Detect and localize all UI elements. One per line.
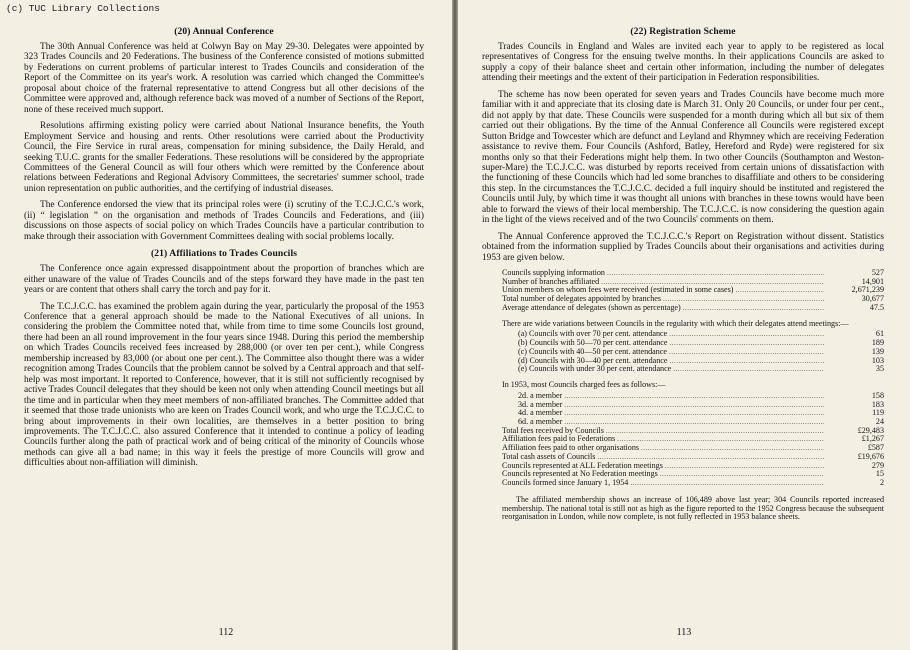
stat-label: 3d. a member [518, 399, 563, 409]
stat-value: 35 [875, 364, 884, 374]
left-page [0, 0, 452, 650]
section-22-heading: (22) Registration Scheme [630, 26, 736, 37]
stat-row [482, 304, 884, 313]
attendance-intro: There are wide variations between Councils in the regularity with which their delegates attend meetings:— [502, 318, 849, 328]
stat-label: (b) Councils with 50—70 per cent. attendance [518, 338, 668, 348]
paragraph: The Conference once again expressed disappointment about the proportion of branches which are either unaware of the value of Trades Councils and of the steps forward they have made in the past ten years or are content that others shall carry the torch and pay for it. [24, 264, 424, 296]
paragraph: Resolutions affirming existing policy were carried about National Insurance benefits, the Youth Employment Service and housing and rents. Other resolutions were carried about the Productivity Council, the Fire Service in rural areas, compensation for mining subsidence, the Daily Herald, and seeking T.U.C. grants for the smaller Federations. These resolutions will be considered by the appropriate Committees of the General Council as will four others which were remitted by the Conference about relations between Federations and Regional Advisory Committees, the secretaries' summer school, trade union representation on public authorities, and the certifying of industrial diseases. [24, 121, 424, 194]
leader-dots [641, 444, 824, 453]
leader-dots [669, 348, 824, 357]
fees-intro: In 1953, most Councils charged fees as follows:— [502, 380, 666, 389]
stat-value: 61 [875, 329, 884, 339]
stat-value: £1,267 [861, 434, 884, 444]
leader-dots [606, 427, 824, 436]
stat-label: Councils represented at No Federation meetings [502, 469, 658, 479]
section-20-heading: (20) Annual Conference [174, 26, 274, 37]
stat-value: 279 [871, 460, 884, 470]
stat-label: Affiliation fees paid to Federations [502, 434, 616, 444]
leader-dots [617, 435, 824, 444]
stat-value: 527 [871, 268, 884, 278]
right-page [458, 0, 910, 650]
stat-label: Total cash assets of Councils [502, 451, 596, 461]
stat-label: Average attendance of delegates (shown as percentage) [502, 302, 681, 312]
leader-dots [673, 365, 824, 374]
stat-label: (d) Councils with 30—40 per cent. attendance [518, 355, 668, 365]
leader-dots [669, 357, 824, 366]
paragraph: The 30th Annual Conference was held at Colwyn Bay on May 29-30. Delegates were appointed by 323 Trades Councils and 20 Federations. The business of the Conference consisted of motions submitted by Federations on current problems of particular interest to Trades Councils and consideration of the Report of the Committee on its year's work. A resolution was carried which changed the Committee's proposal about choice of the fraternal representative to attend Congress but all other decisions of the Committee were approved and, although reference back was moved of a number of Sections of the Report, none of these received much support. [24, 42, 424, 115]
attendance-rows [482, 330, 884, 374]
stat-label: Councils represented at ALL Federation meetings [502, 460, 663, 470]
stat-label: Union members on whom fees were received (estimated in some cases) [502, 285, 734, 295]
page-number: 113 [676, 627, 692, 638]
leader-dots [669, 330, 824, 339]
stat-row [482, 479, 884, 488]
stat-label: Total fees received by Councils [502, 425, 604, 435]
stat-label: Number of branches affiliated [502, 276, 600, 286]
stat-value: £19,676 [857, 451, 884, 461]
leader-dots [607, 269, 824, 278]
leader-dots [669, 339, 824, 348]
stat-value: 139 [871, 346, 884, 356]
stat-value: £587 [867, 443, 884, 453]
leader-dots [564, 409, 824, 418]
leader-dots [665, 462, 824, 471]
watermark: (c) TUC Library Collections [6, 3, 160, 14]
membership-note: The affiliated membership shows an increase of 106,489 above last year; 304 Councils reported increased membership. The national total is still not as high as the figure reported to the 1952 Congress because the subsequent reorganisation in London, while now complete, is not fully reflected in 1953 balance sheets. [502, 494, 884, 522]
stat-value: 119 [872, 408, 884, 418]
stat-label: 2d. a member [518, 390, 563, 400]
stat-value: 14,901 [861, 276, 884, 286]
leader-dots [736, 286, 825, 295]
stat-value: 30,677 [861, 294, 884, 304]
leader-dots [564, 401, 824, 410]
stat-row [482, 365, 884, 374]
section-21-heading: (21) Affiliations to Trades Councils [150, 248, 298, 260]
stat-label: 4d. a member [518, 408, 563, 418]
stat-value: 2 [879, 477, 884, 487]
stat-label: Councils supplying information [502, 268, 605, 278]
stat-label: (e) Councils with under 30 per cent. attendance [518, 364, 672, 374]
stat-value: 103 [871, 355, 884, 365]
stat-label: Affiliation fees paid to other organisations [502, 443, 640, 453]
stats-main [482, 269, 884, 313]
paragraph: Trades Councils in England and Wales are invited each year to apply to be registered as local representatives of Congress for the ensuing twelve months. In their applications Councils are asked to supply a copy of their balance sheet and certain other information, including the number of delegates attending their meetings and the extent of their participation in Federation responsibilities. [482, 42, 884, 84]
stat-value: 15 [875, 469, 884, 479]
page-number: 112 [218, 627, 234, 638]
stat-label: Total number of delegates appointed by branches [502, 294, 662, 304]
stat-value: 158 [871, 390, 884, 400]
stat-value: 183 [871, 399, 884, 409]
fees-rows [482, 392, 884, 427]
statistics-table [482, 269, 884, 522]
leader-dots [683, 304, 824, 313]
paragraph: The Conference endorsed the view that its principal roles were (i) scrutiny of the T.C.J.C.C.'s work, (ii) “ legislation ” on the organisation and methods of Trades Councils and Federations, and (iii) discussions on those aspects of social policy on which Trades Councils have a particular contribution to make through their association with Government Committees dealing with social problems locally. [24, 200, 424, 242]
leader-dots [630, 479, 824, 488]
stat-value: £29,483 [857, 425, 884, 435]
leader-dots [663, 295, 824, 304]
paragraph: The Annual Conference approved the T.C.J.C.C.'s Report on Registration without dissent. Statistics obtained from the information supplied by Trades Councils about their organisations and activities during 1953 are given below. [482, 231, 884, 263]
stat-value: 24 [875, 417, 884, 427]
stat-label: 6d. a member [518, 417, 563, 427]
leader-dots [660, 470, 824, 479]
stat-label: Councils formed since January 1, 1954 [502, 477, 629, 487]
stat-label: (a) Councils with over 70 per cent. attendance [518, 329, 668, 339]
stat-value: 189 [871, 338, 884, 348]
stat-value: 47.5 [869, 302, 884, 312]
stat-value: 2,671,239 [851, 285, 884, 295]
leader-dots [564, 392, 824, 401]
paragraph: The scheme has now been operated for seven years and Trades Councils have become much more familiar with it and appreciate that its closing date is March 31. Only 20 Councils, or under four per cent., did not apply by that date. These Councils were suspended for a month during which all but six of them carried out their obligations. By the time of the Annual Conference all Councils were registered except Sutton Bridge and Towcester which are defunct and Leyland and Rhymney which are receiving Federation assistance to revive them. Four Councils (Ashford, Batley, Hereford and Ryde) were registered for six months only so that their Federations might help them. In two other Councils (Southampton and Weston-super-Mare) the T.C.J.C.C. was disturbed by reports received from certain unions of dissatisfaction with the functioning of these Councils which had led some branches to disaffiliate and others to be considering this step. In the circumstances the T.C.J.C.C. decided a full inquiry should be instituted and registered the Councils until July, by which time it was thought all unions with branches in these towns would have been able to forward the views of their local membership. The T.C.J.C.C. is now considering the question again in the light of the views received and of the two Councils' comments on them. [482, 89, 884, 226]
paragraph: The T.C.J.C.C. has examined the problem again during the year, particularly the proposal of the 1953 Conference that a general approach should be made to the National Executives of all unions. In considering the problem the Committee noted that, while from time to time some Councils lost ground, there had been an all round improvement in the four years since 1948. During this period the membership on which Trades Councils received fees increased by 288,000 (or over ten per cent.), while Congress membership increased by 83,000 (or about one per cent.). The Committee also thought there was a wider recognition among Trades Councils that the problem cannot be solved by a Central approach and that self-help was most important. It reported to Conference, however, that it is still not sufficiently recognised by active Trades Council delegates that they should be keen not only when attending Council meetings but all the time and in particular when they meet members of non-affiliated branches. The Committee added that it seemed that those trade unionists who are keen on Trades Council work, and who urge the T.C.J.C.C. to bring about improvements in their own localities, are themselves in a better position to bring improvements. The T.C.J.C.C. also assured Conference that it intended to continue a policy of leading Councils further along the path of practical work and of being critical of the minority of Councils whose methods can give all a bad name; in this way it feels the prestige of more Councils will grow and difficulties about non-affiliation will diminish. [24, 301, 424, 469]
totals-rows [482, 427, 884, 488]
stat-label: (c) Councils with 40—50 per cent. attendance [518, 346, 668, 356]
